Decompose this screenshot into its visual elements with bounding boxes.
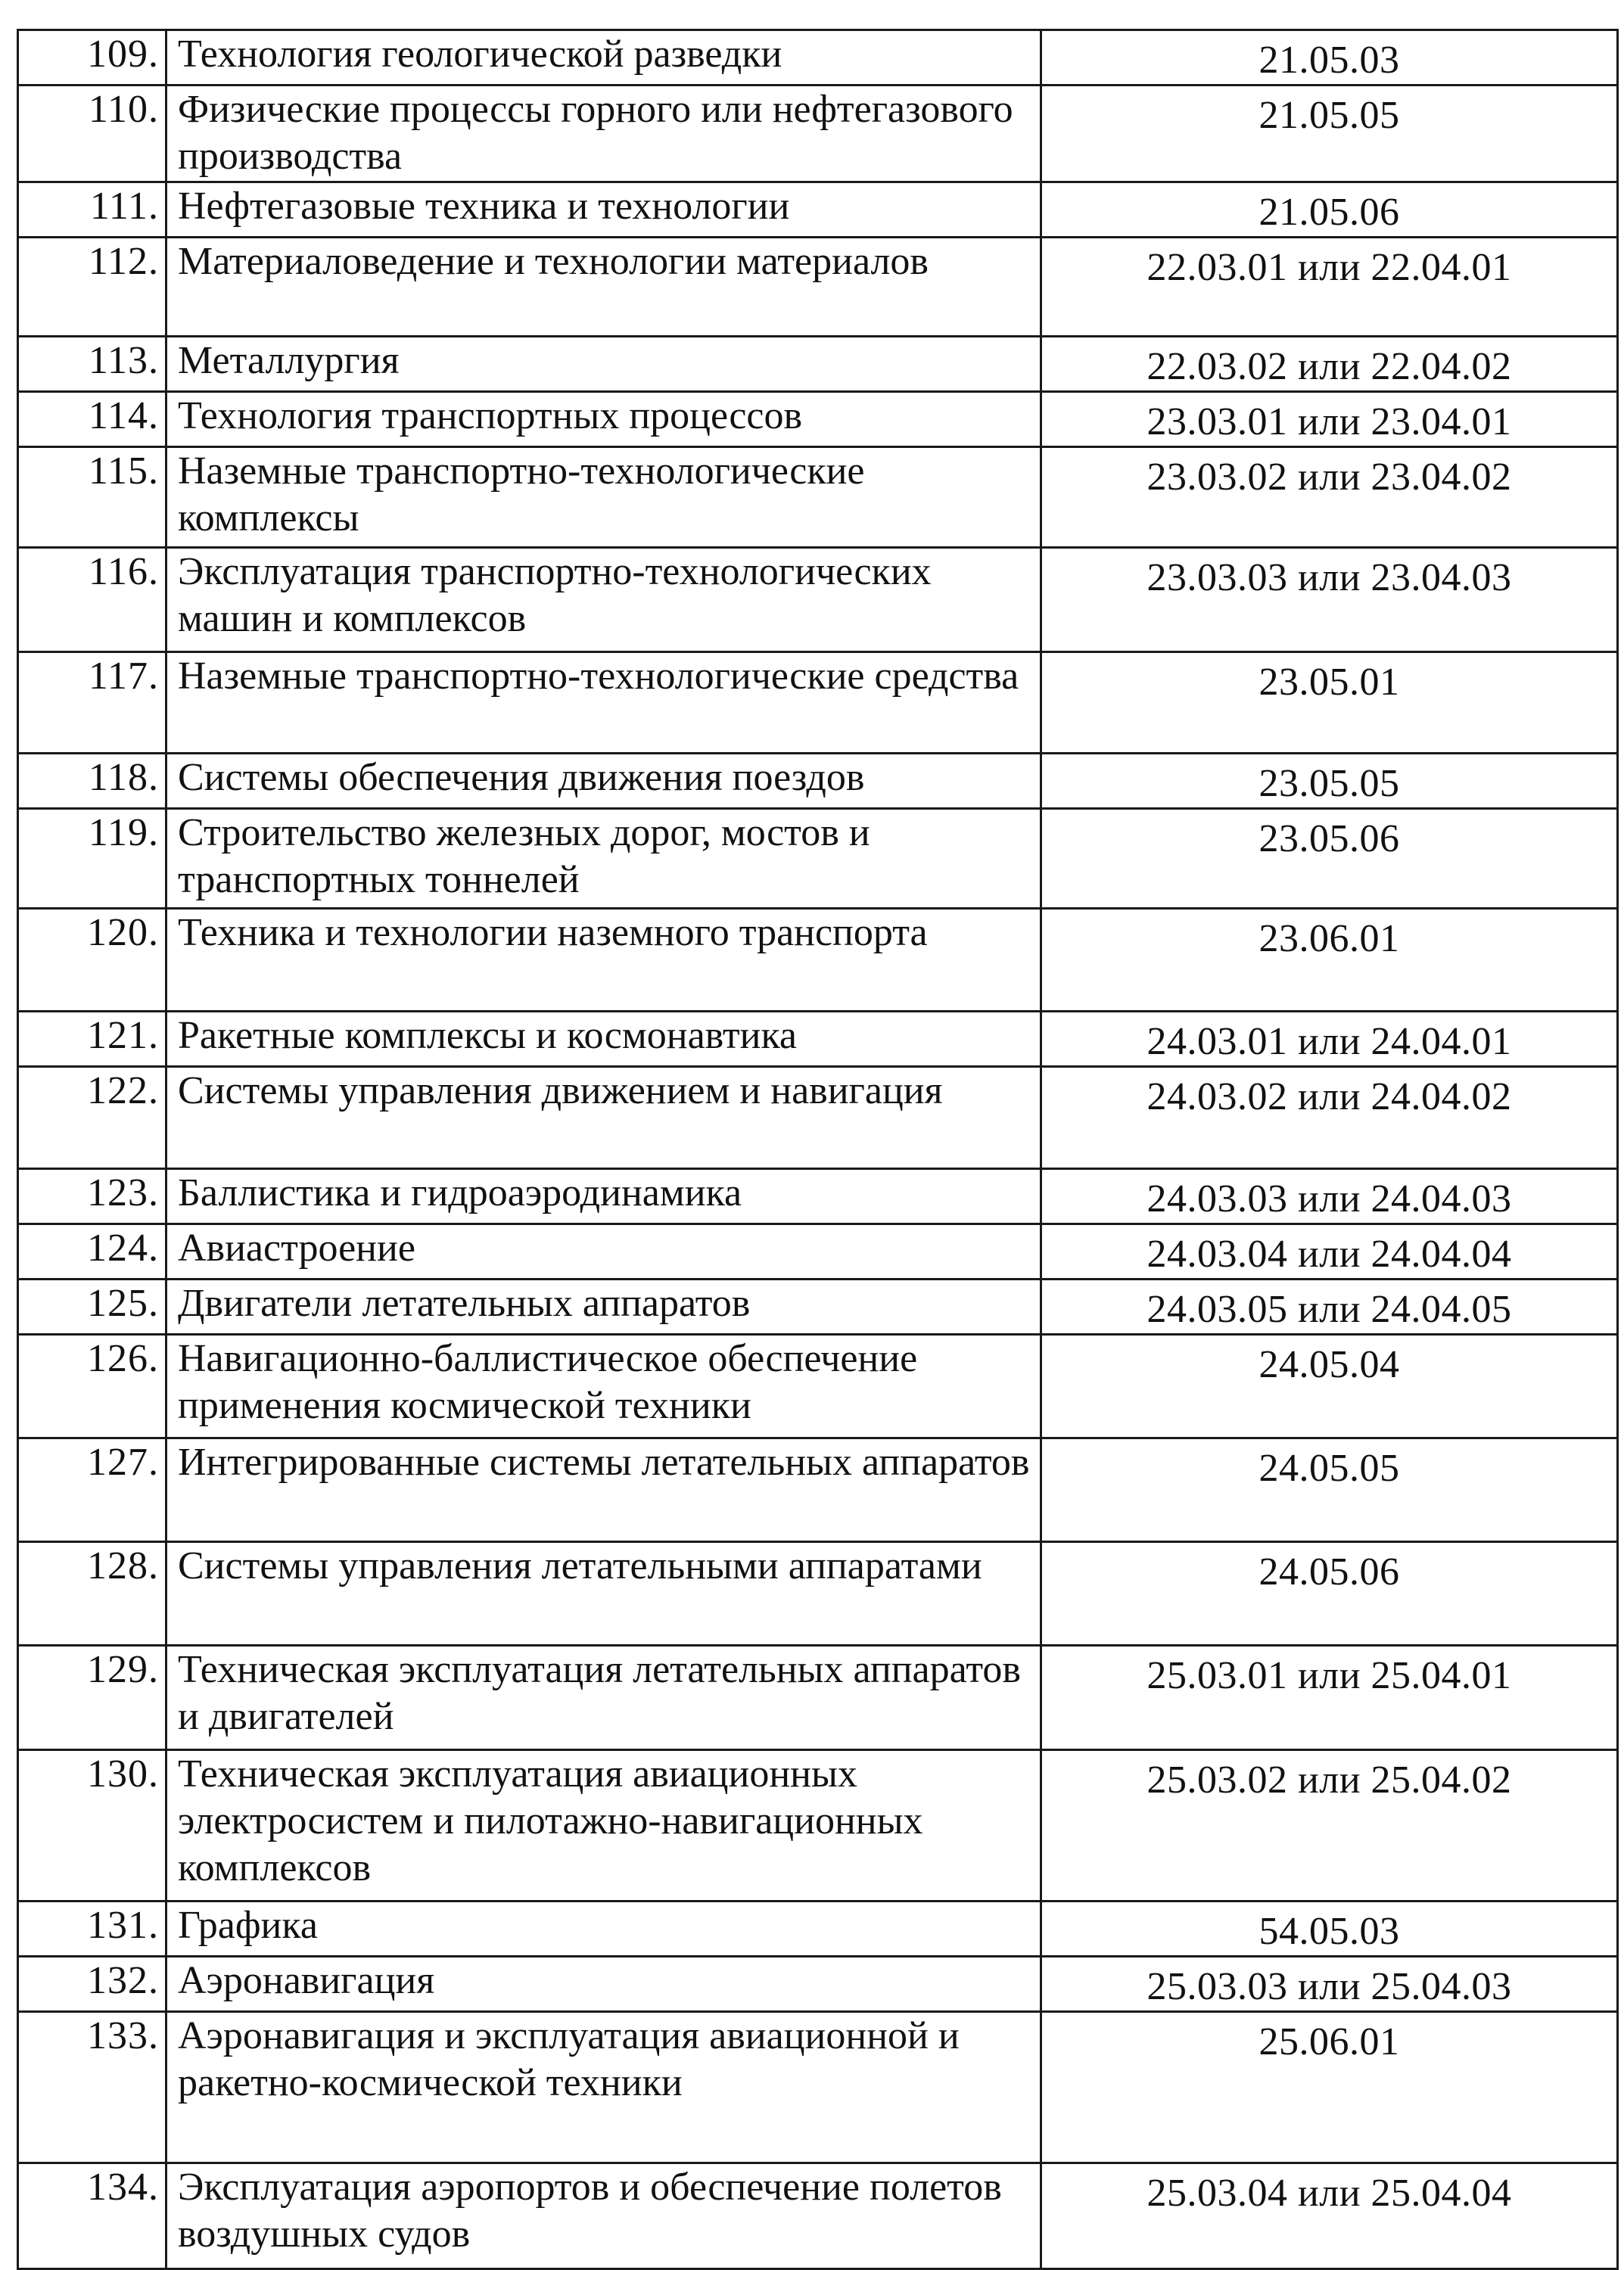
table-row xyxy=(18,1335,1618,1438)
table-row xyxy=(18,548,1618,652)
row-number: 125. xyxy=(18,1280,166,1335)
table-row xyxy=(18,754,1618,809)
specialty-code: 24.05.06 xyxy=(1041,1542,1618,1646)
specialty-name: Системы управления летательными аппаратами xyxy=(166,1542,1041,1646)
specialty-name: Физические процессы горного или нефтегазового производства xyxy=(166,86,1041,182)
row-number: 132. xyxy=(18,1957,166,2012)
specialty-code: 21.05.05 xyxy=(1041,86,1618,182)
row-number: 126. xyxy=(18,1335,166,1438)
table-row xyxy=(18,1067,1618,1169)
specialty-name: Техническая эксплуатация авиационных электросистем и пилотажно-навигационных комплексов xyxy=(166,1750,1041,1902)
table-row xyxy=(18,238,1618,337)
row-number: 128. xyxy=(18,1542,166,1646)
row-number: 122. xyxy=(18,1067,166,1169)
specialties-table xyxy=(17,29,1619,2270)
table-row xyxy=(18,2012,1618,2163)
specialty-code: 21.05.06 xyxy=(1041,182,1618,238)
specialty-name: Эксплуатация транспортно-технологических машин и комплексов xyxy=(166,548,1041,652)
specialty-code: 23.03.01 или 23.04.01 xyxy=(1041,392,1618,447)
table-row xyxy=(18,1902,1618,1957)
specialty-name: Аэронавигация и эксплуатация авиационной и ракетно-космической техники xyxy=(166,2012,1041,2163)
specialty-name: Баллистика и гидроаэродинамика xyxy=(166,1169,1041,1224)
specialty-name: Наземные транспортно-технологические комплексы xyxy=(166,447,1041,548)
specialty-name: Интегрированные системы летательных аппаратов xyxy=(166,1438,1041,1542)
row-number: 119. xyxy=(18,809,166,909)
row-number: 113. xyxy=(18,337,166,392)
specialty-name: Техника и технологии наземного транспорта xyxy=(166,909,1041,1012)
table-row xyxy=(18,1646,1618,1750)
row-number: 112. xyxy=(18,238,166,337)
specialty-name: Системы управления движением и навигация xyxy=(166,1067,1041,1169)
table-row xyxy=(18,182,1618,238)
specialty-name: Авиастроение xyxy=(166,1224,1041,1280)
specialty-code: 23.03.02 или 23.04.02 xyxy=(1041,447,1618,548)
row-number: 111. xyxy=(18,182,166,238)
table-row xyxy=(18,1542,1618,1646)
specialty-name: Материаловедение и технологии материалов xyxy=(166,238,1041,337)
specialty-code: 24.03.03 или 24.04.03 xyxy=(1041,1169,1618,1224)
row-number: 124. xyxy=(18,1224,166,1280)
row-number: 109. xyxy=(18,30,166,86)
row-number: 130. xyxy=(18,1750,166,1902)
row-number: 117. xyxy=(18,652,166,754)
specialty-code: 24.03.02 или 24.04.02 xyxy=(1041,1067,1618,1169)
specialty-name: Строительство железных дорог, мостов и транспортных тоннелей xyxy=(166,809,1041,909)
specialty-name: Двигатели летательных аппаратов xyxy=(166,1280,1041,1335)
table-row xyxy=(18,30,1618,86)
row-number: 131. xyxy=(18,1902,166,1957)
specialty-code: 24.03.01 или 24.04.01 xyxy=(1041,1012,1618,1067)
specialty-code: 25.03.02 или 25.04.02 xyxy=(1041,1750,1618,1902)
specialty-name: Наземные транспортно-технологические средства xyxy=(166,652,1041,754)
specialty-name: Системы обеспечения движения поездов xyxy=(166,754,1041,809)
row-number: 134. xyxy=(18,2163,166,2269)
specialty-code: 23.05.01 xyxy=(1041,652,1618,754)
table-row xyxy=(18,2163,1618,2269)
specialty-code: 23.06.01 xyxy=(1041,909,1618,1012)
specialty-code: 25.03.04 или 25.04.04 xyxy=(1041,2163,1618,2269)
specialty-code: 23.05.05 xyxy=(1041,754,1618,809)
specialty-name: Аэронавигация xyxy=(166,1957,1041,2012)
table-row xyxy=(18,1957,1618,2012)
specialty-name: Техническая эксплуатация летательных аппаратов и двигателей xyxy=(166,1646,1041,1750)
specialty-name: Нефтегазовые техника и технологии xyxy=(166,182,1041,238)
specialty-code: 24.03.05 или 24.04.05 xyxy=(1041,1280,1618,1335)
specialty-code: 24.05.04 xyxy=(1041,1335,1618,1438)
row-number: 110. xyxy=(18,86,166,182)
table-row xyxy=(18,392,1618,447)
specialty-name: Графика xyxy=(166,1902,1041,1957)
specialty-name: Металлургия xyxy=(166,337,1041,392)
specialty-code: 22.03.02 или 22.04.02 xyxy=(1041,337,1618,392)
table-row xyxy=(18,447,1618,548)
specialty-name: Навигационно-баллистическое обеспечение применения космической техники xyxy=(166,1335,1041,1438)
specialty-code: 23.05.06 xyxy=(1041,809,1618,909)
table-row xyxy=(18,1012,1618,1067)
row-number: 120. xyxy=(18,909,166,1012)
table-row xyxy=(18,652,1618,754)
row-number: 118. xyxy=(18,754,166,809)
row-number: 123. xyxy=(18,1169,166,1224)
row-number: 114. xyxy=(18,392,166,447)
specialty-code: 54.05.03 xyxy=(1041,1902,1618,1957)
specialty-name: Технология геологической разведки xyxy=(166,30,1041,86)
specialty-name: Эксплуатация аэропортов и обеспечение полетов воздушных судов xyxy=(166,2163,1041,2269)
table-row xyxy=(18,337,1618,392)
specialty-code: 25.06.01 xyxy=(1041,2012,1618,2163)
row-number: 116. xyxy=(18,548,166,652)
specialty-name: Ракетные комплексы и космонавтика xyxy=(166,1012,1041,1067)
row-number: 121. xyxy=(18,1012,166,1067)
table-row xyxy=(18,909,1618,1012)
specialty-code: 24.03.04 или 24.04.04 xyxy=(1041,1224,1618,1280)
row-number: 115. xyxy=(18,447,166,548)
table-row xyxy=(18,1750,1618,1902)
specialty-code: 24.05.05 xyxy=(1041,1438,1618,1542)
table-row xyxy=(18,86,1618,182)
specialty-name: Технология транспортных процессов xyxy=(166,392,1041,447)
table-row xyxy=(18,1438,1618,1542)
specialty-code: 25.03.01 или 25.04.01 xyxy=(1041,1646,1618,1750)
table-row xyxy=(18,1280,1618,1335)
specialty-code: 23.03.03 или 23.04.03 xyxy=(1041,548,1618,652)
table-row xyxy=(18,809,1618,909)
row-number: 133. xyxy=(18,2012,166,2163)
specialty-code: 25.03.03 или 25.04.03 xyxy=(1041,1957,1618,2012)
table-row xyxy=(18,1169,1618,1224)
row-number: 129. xyxy=(18,1646,166,1750)
table-row xyxy=(18,1224,1618,1280)
specialty-code: 21.05.03 xyxy=(1041,30,1618,86)
row-number: 127. xyxy=(18,1438,166,1542)
specialty-code: 22.03.01 или 22.04.01 xyxy=(1041,238,1618,337)
